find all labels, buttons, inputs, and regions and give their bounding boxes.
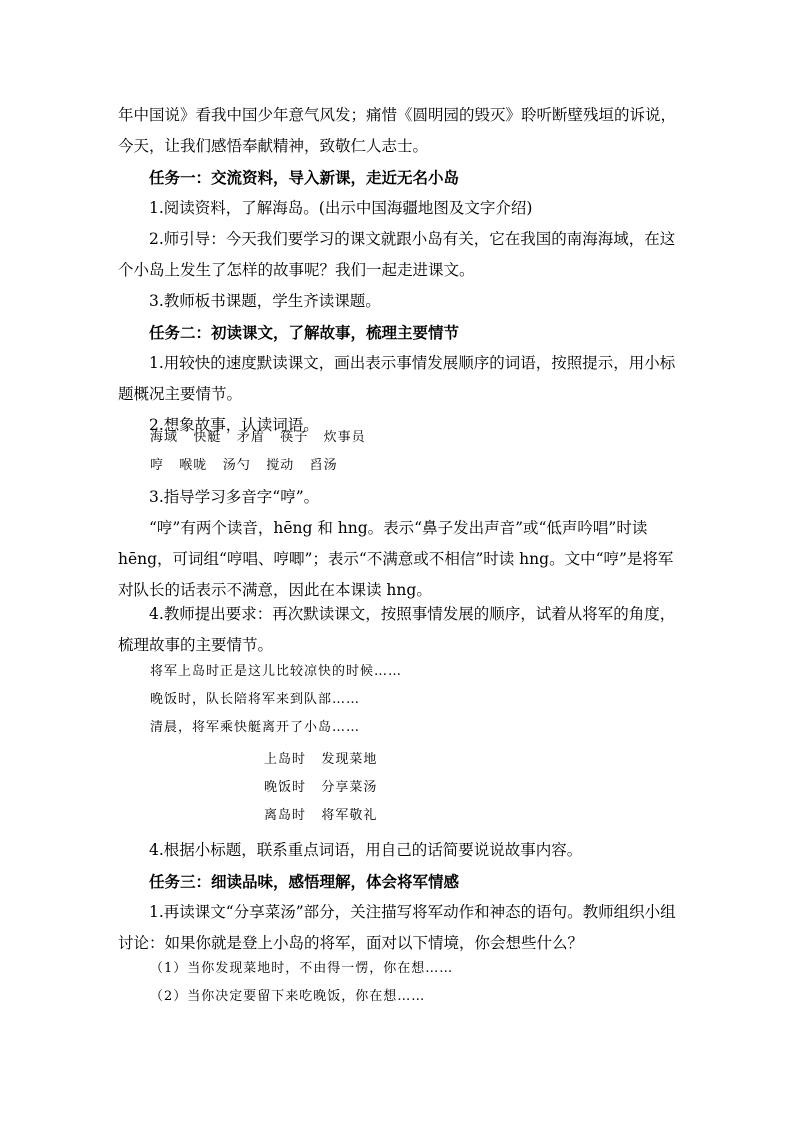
task2-item-4: 4.教师提出要求：再次默读课文，按照事情发展的顺序，试着从将军的角度，梳理故事的主要情节。 [118, 605, 676, 654]
vocabulary-row-2: 哼 喉咙 汤勺 搅动 舀汤 [150, 458, 338, 473]
task2-heading: 任务二：初读课文，了解故事，梳理主要情节 [149, 323, 460, 342]
task1-item-3: 3.教师板书课题，学生齐读课题。 [149, 292, 381, 310]
task1-item-2: 2.师引导：今天我们要学习的课文就跟小岛有关，它在我国的南海海域，在这个小岛上发生了怎样的故事呢？我们一起走进课文。 [118, 230, 676, 279]
vocabulary-row-1: 海域 快艇 矛盾 筷子 炊事员 [150, 430, 366, 445]
task3-heading: 任务三：细读品味，感悟理解，体会将军情感 [149, 872, 460, 891]
scenario-question-2: （2）当你决定要留下来吃晚饭，你在想…… [150, 989, 426, 1004]
subtitle-3: 离岛时 将军敬礼 [264, 808, 378, 823]
scenario-question-1: （1）当你发现菜地时，不由得一愣，你在想…… [150, 961, 454, 976]
polyphone-explanation: “哼”有两个读音，hēng 和 hng。表示“鼻子发出声音”或“低声吟唱”时读 hēng，可词组“哼唱、哼唧”；表示“不满意或不相信”时读 hng。文中“哼”是将军对队长的话表示不满意，因此在本课读 hng。 [118, 519, 674, 599]
intro-paragraph: 年中国说》看我中国少年意气风发；痛惜《圆明园的毁灭》聆听断壁残垣的诉说，今天，让我们感悟奉献精神，致敬仁人志士。 [118, 106, 677, 155]
plot-line-3: 清晨，将军乘快艇离开了小岛…… [150, 720, 361, 735]
task1-item-1: 1.阅读资料，了解海岛。(出示中国海疆地图及文字介绍) [149, 199, 533, 217]
task2-item-5: 4.根据小标题，联系重点词语，用自己的话简要说说故事内容。 [149, 841, 583, 859]
task2-item-1: 1.用较快的速度默读课文，画出表示事情发展顺序的词语，按照提示，用小标题概况主要情节。 [118, 354, 676, 403]
subtitle-2: 晚饭时 分享菜汤 [264, 780, 378, 795]
plot-line-1: 将军上岛时正是这儿比较凉快的时候…… [150, 664, 403, 679]
plot-line-2: 晚饭时，队长陪将军来到队部…… [150, 692, 361, 707]
task1-heading: 任务一：交流资料，导入新课，走近无名小岛 [149, 168, 460, 187]
task2-item-2: 2.想象故事，认读词语。 [149, 416, 319, 434]
subtitle-1: 上岛时 发现菜地 [264, 752, 378, 767]
task3-item-1: 1.再读课文“分享菜汤”部分，关注描写将军动作和神态的语句。教师组织小组讨论：如果你就是登上小岛的将军，面对以下情境，你会想些什么？ [118, 903, 676, 952]
task2-item-3: 3.指导学习多音字“哼”。 [149, 488, 320, 506]
